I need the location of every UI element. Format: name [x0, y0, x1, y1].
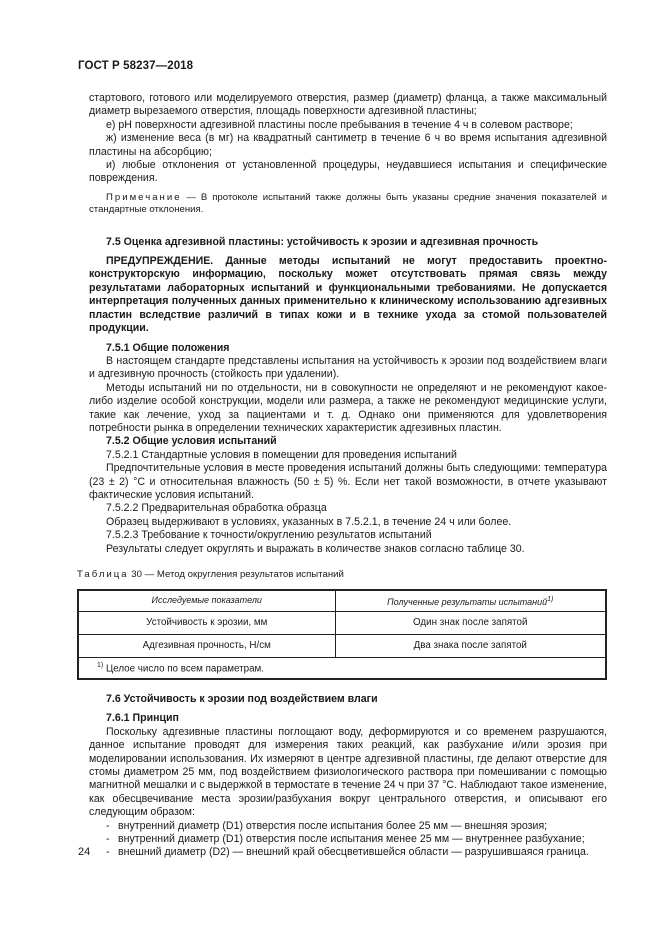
table-footnote-row	[78, 657, 606, 679]
table-cell: Устойчивость к эрозии, мм	[78, 611, 335, 634]
table-header-cell: Полученные результаты испытаний$^{1)}$	[335, 590, 606, 611]
list-item: - внутренний диаметр (D1) отверстия после испытания менее 25 мм — внутреннее разбухание;	[106, 833, 585, 846]
standard-header: ГОСТ Р 58237—2018	[78, 60, 194, 72]
section-heading-7-6-1: 7.6.1 Принцип	[106, 712, 179, 725]
table-row	[78, 634, 606, 657]
table-caption	[77, 569, 607, 581]
list-item-e: е) рН поверхности адгезивной пластины после пребывания в течение 4 ч в солевом растворе;	[106, 118, 573, 131]
list-item: - внешний диаметр (D2) — внешний край обесцветившейся области — разрушившаяся граница.	[106, 846, 589, 859]
paragraph: Предпочтительные условия в месте проведения испытаний должны быть следующими: температура (23 ± 2) °С и относительная влажность (50 ± 5) %. Если нет такой возможности, в отчете указывают фактические условия испытаний.	[89, 462, 607, 501]
subsection-7-5-2-3: 7.5.2.3 Требование к точности/округлению результатов испытаний	[106, 529, 432, 542]
section-heading-7-5-2: 7.5.2 Общие условия испытаний	[106, 435, 277, 448]
list-item-zh: ж) изменение веса (в мг) на квадратный сантиметр в течение 6 ч во время испытания адгезивной пластины на абсорбцию;	[89, 132, 607, 158]
table-caption-label: Таблица	[77, 569, 129, 580]
note-text: — В протоколе испытаний также должны быть указаны средние значения показателей и стандартные отклонения.	[89, 191, 607, 216]
paragraph: Поскольку адгезивные пластины поглощают воду, деформируются и со временем разрушаются, данное испытание проводят для измерения таких реакций, как разбухание и/или эрозия при моделировании использования. Их измеряют в центре адгезивной пластины, где делают отверстие для стомы диаметром 25 мм, под воздействием физиологического раствора при помешивании с помощью магнитной мешалки и с выдержкой в термостате в течение 24 ч при 37 °С. Наблюдают такое изменение, как обесцвечивание места эрозии/разбухания вокруг центрального отверстия, и описывают его следующим образом:	[89, 725, 607, 819]
subsection-7-5-2-2: 7.5.2.2 Предварительная обработка образца	[106, 502, 327, 515]
paragraph: стартового, готового или моделируемого отверстия, размер (диаметр) фланца, а также максимальный диаметр вырезаемого отверстия, площадь поверхности адгезивной пластины;	[89, 92, 607, 118]
page-number: 24	[78, 846, 91, 858]
table-footnote: $^{1)}$ Целое число по всем параметрам.	[78, 657, 606, 679]
page-content	[77, 92, 607, 860]
table-header-cell: Исследуемые показатели	[78, 590, 335, 611]
table-cell: Адгезивная прочность, Н/см	[78, 634, 335, 657]
table-cell: Два знака после запятой	[335, 634, 606, 657]
note	[89, 192, 607, 217]
table-cell: Один знак после запятой	[335, 611, 606, 634]
section-heading-7-5: 7.5 Оценка адгезивной пластины: устойчивость к эрозии и адгезивная прочность	[106, 235, 539, 248]
paragraph: Методы испытаний ни по отдельности, ни в совокупности не определяют и не рекомендуют какое-либо изделие особой конструкции, модели или размера, а также не рекомендуют медицинские услуги, такие как лечение, уход за пациентами и т. д. Однако они применяются для удовлетворения потребности рынка в определении технических характеристик адгезивных пластин.	[89, 381, 607, 434]
section-heading-7-5-1: 7.5.1 Общие положения	[106, 341, 230, 354]
table-caption-text: 30 — Метод округления результатов испытаний	[128, 569, 344, 580]
paragraph: Образец выдерживают в условиях, указанных в 7.5.2.1, в течение 24 ч или более.	[106, 515, 512, 528]
list-item-i: и) любые отклонения от установленной процедуры, неудавшиеся испытания и специфические повреждения.	[89, 159, 607, 185]
subsection-7-5-2-1: 7.5.2.1 Стандартные условия в помещении для проведения испытаний	[106, 448, 457, 461]
rounding-table	[77, 589, 607, 680]
note-label: Примечание	[106, 191, 182, 203]
paragraph: В настоящем стандарте представлены испытания на устойчивость к эрозии под воздействием влаги и адгезивную прочность (стойкость при удалении).	[89, 354, 607, 381]
table-header-row	[78, 590, 606, 611]
paragraph: Результаты следует округлять и выражать в количестве знаков согласно таблице 30.	[106, 542, 525, 555]
table-row	[78, 611, 606, 634]
list-item: - внутренний диаметр (D1) отверстия после испытания более 25 мм — внешняя эрозия;	[106, 819, 548, 832]
section-heading-7-6: 7.6 Устойчивость к эрозии под воздействием влаги	[106, 693, 378, 705]
warning-paragraph: ПРЕДУПРЕЖДЕНИЕ. Данные методы испытаний не могут предоставить проектно-конструкторскую информацию, поскольку может отсутствовать прямая связь между результатами лабораторных испытаний и функциональными требованиями. Не допускается интерпретация полученных данных применительно к клиническому использованию адгезивных пластин вследствие различий в типах кожи и в технике ухода за стомой пользователей продукции.	[89, 255, 607, 335]
